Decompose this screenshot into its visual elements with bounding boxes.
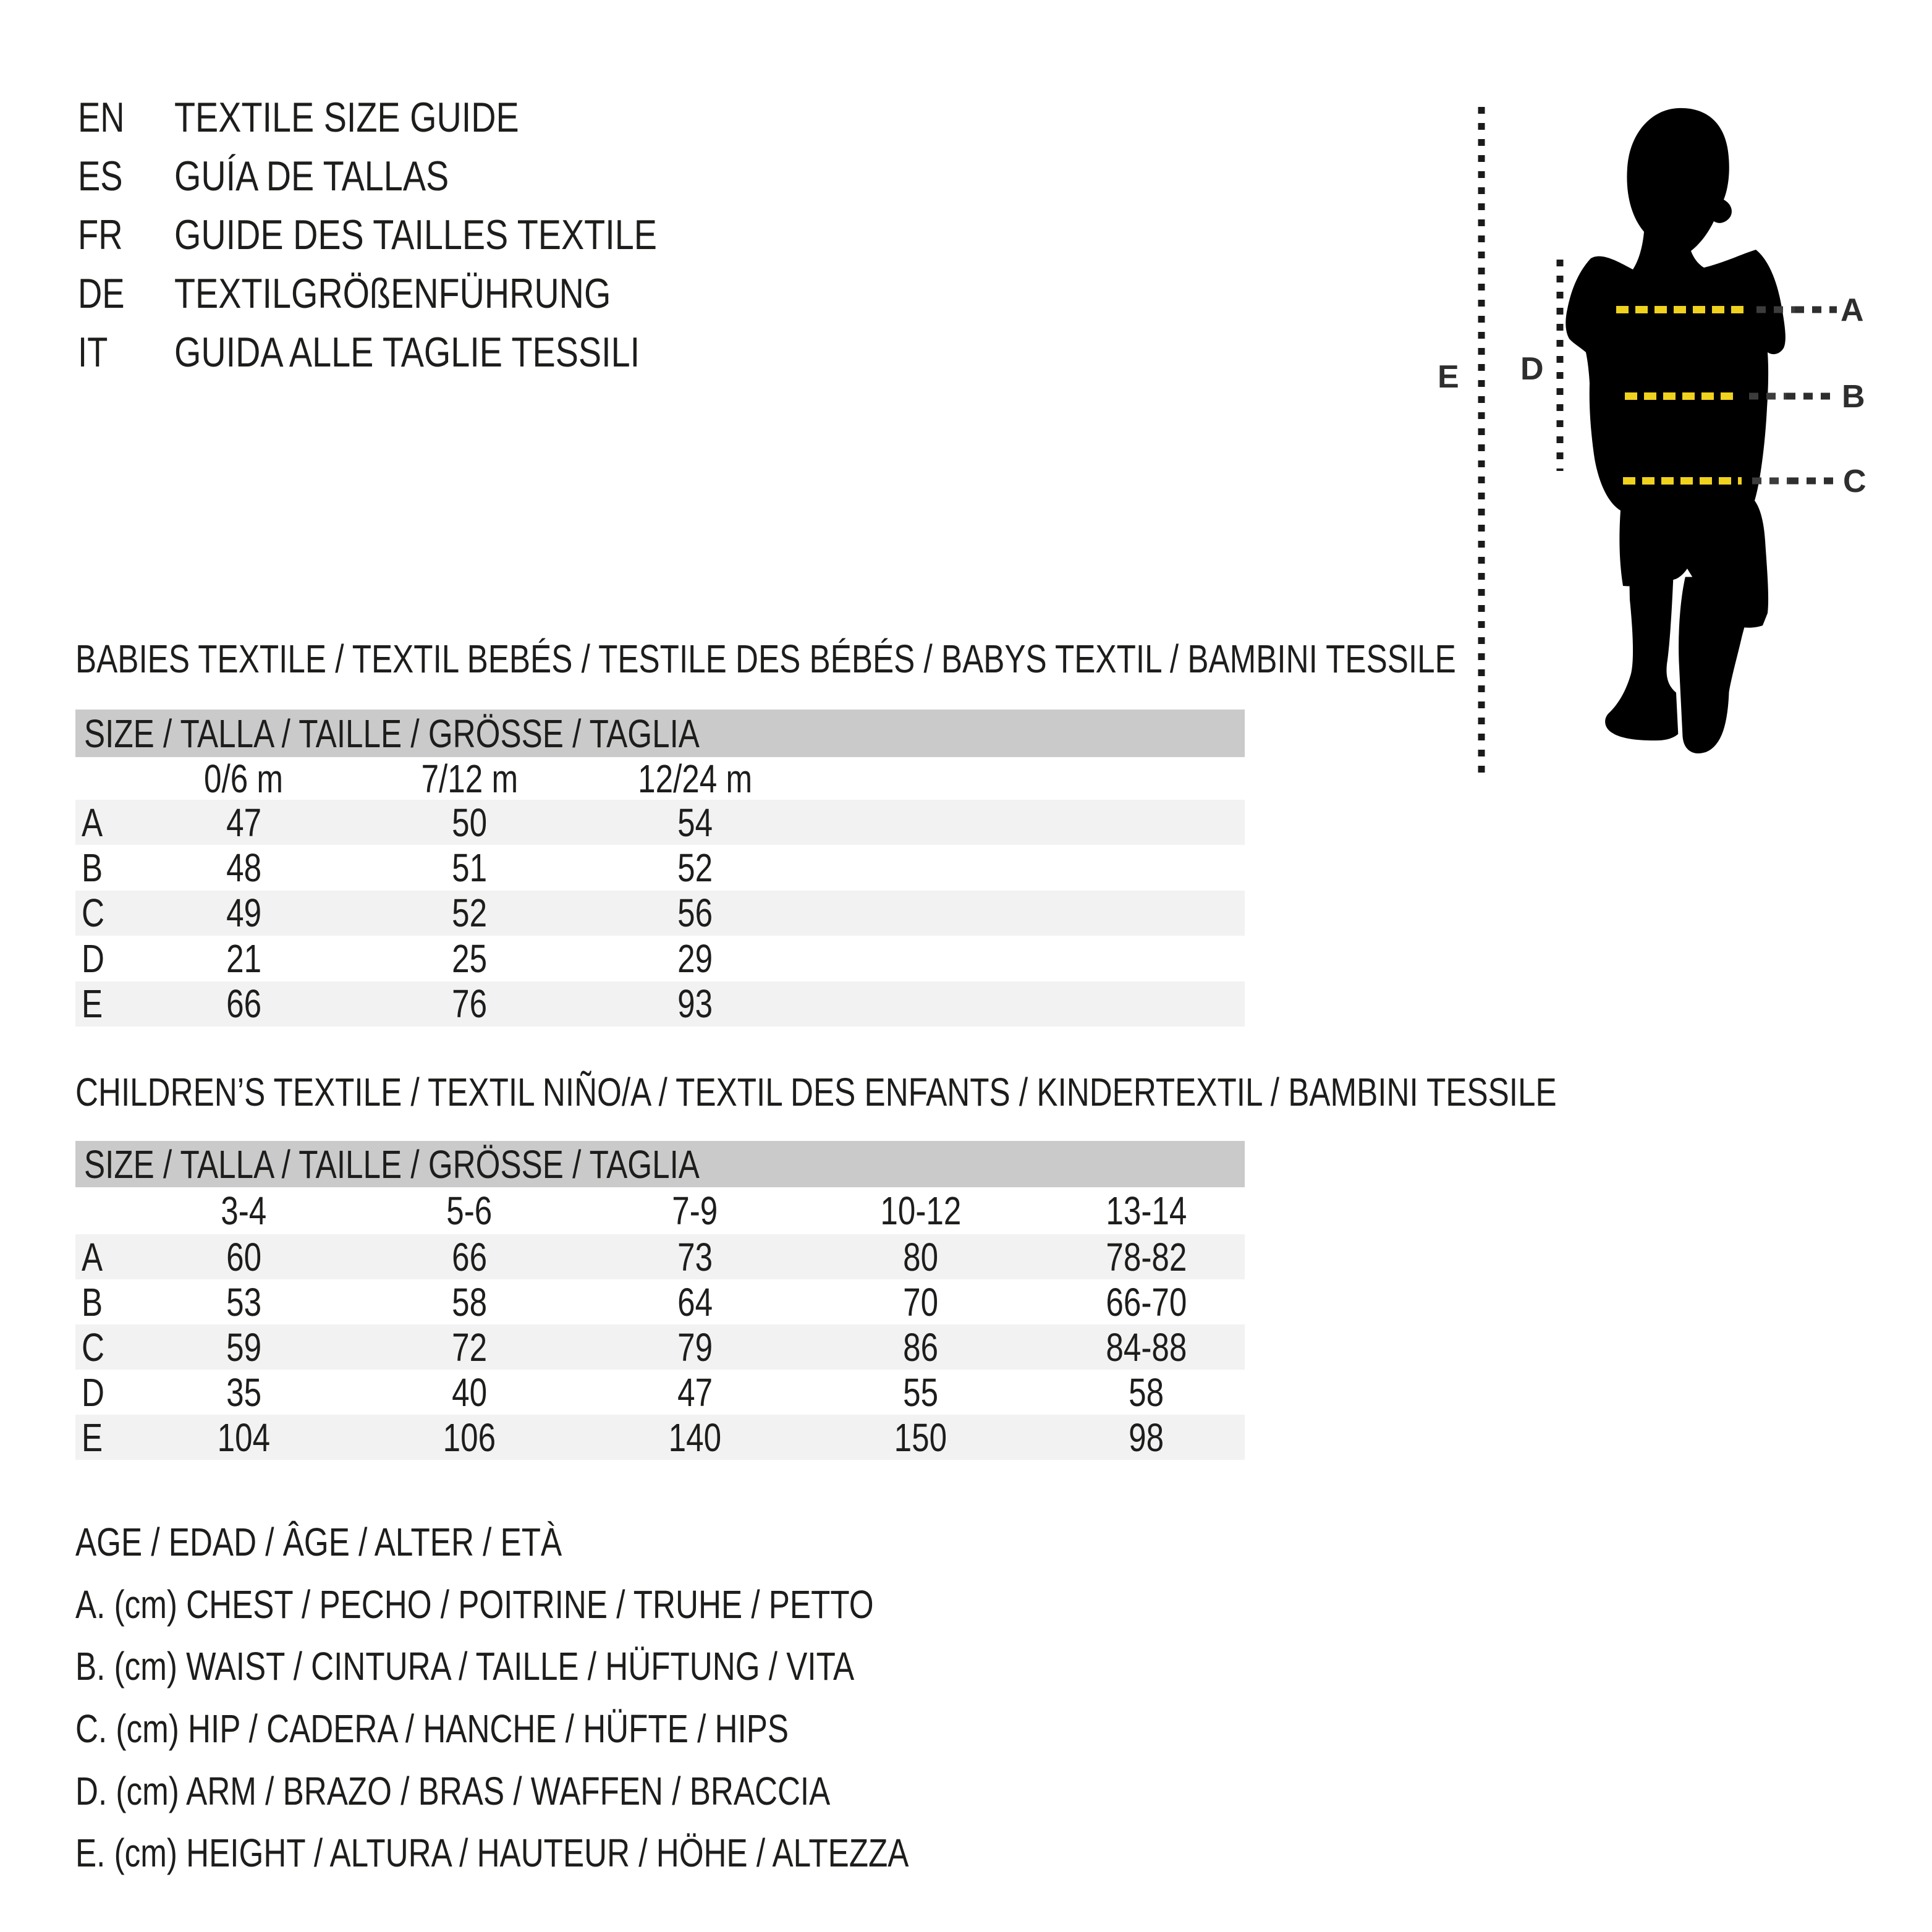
column-header: 3-4 — [221, 1188, 267, 1233]
table-cell: 76 — [452, 981, 487, 1027]
table-cell: 84-88 — [1106, 1324, 1187, 1370]
table-cell: 73 — [677, 1234, 713, 1279]
column-header: 0/6 m — [204, 756, 284, 801]
table-cell: 78-82 — [1106, 1234, 1187, 1279]
row-label: E — [82, 981, 103, 1027]
column-header: 5-6 — [446, 1188, 493, 1233]
legend-text: B. (cm) WAIST / CINTURA / TAILLE / HÜFTUNG / VITA — [75, 1644, 855, 1689]
legend-text: C. (cm) HIP / CADERA / HANCHE / HÜFTE / HIPS — [75, 1706, 789, 1752]
column-header: 13-14 — [1106, 1188, 1187, 1233]
lang-title: GUIDE DES TAILLES TEXTILE — [174, 211, 657, 258]
table-row-a — [75, 800, 1245, 845]
table-cell: 54 — [677, 800, 713, 845]
table-cell: 98 — [1129, 1415, 1164, 1460]
table-cell: 53 — [226, 1279, 261, 1324]
table-cell: 49 — [226, 891, 261, 936]
table-row-e — [75, 981, 1245, 1027]
column-header: 12/24 m — [638, 756, 752, 801]
table-cell: 104 — [217, 1415, 271, 1460]
table-cell: 35 — [226, 1370, 261, 1415]
lang-title: GUÍA DE TALLAS — [174, 152, 449, 200]
size-header-label: SIZE / TALLA / TAILLE / GRÖSSE / TAGLIA — [84, 711, 700, 756]
row-label: E — [82, 1415, 103, 1460]
table-row-d — [75, 1370, 1245, 1415]
table-cell: 56 — [677, 891, 713, 936]
lang-title: TEXTILGRÖßENFÜHRUNG — [174, 269, 611, 317]
legend-line-chest — [75, 1574, 1117, 1636]
lang-row-fr — [78, 205, 763, 264]
table-cell: 52 — [677, 845, 713, 891]
measurement-figure — [1415, 74, 1932, 810]
table-cell: 66 — [452, 1234, 487, 1279]
babies-size-table — [75, 710, 1245, 1027]
table-cell: 66 — [226, 981, 261, 1027]
column-header: 7-9 — [672, 1188, 718, 1233]
table-cell: 29 — [677, 936, 713, 981]
table-cell: 72 — [452, 1324, 487, 1370]
measurement-legend — [75, 1511, 1117, 1884]
table-row-b — [75, 845, 1245, 890]
legend-line-height — [75, 1822, 1117, 1884]
babies-section-title-text: BABIES TEXTILE / TEXTIL BEBÉS / TESTILE DES BÉBÉS / BABYS TEXTIL / BAMBINI TESSILE — [75, 637, 1456, 681]
table-cell: 93 — [677, 981, 713, 1027]
legend-line-arm — [75, 1760, 1117, 1822]
legend-text: AGE / EDAD / ÂGE / ALTER / ETÀ — [75, 1520, 562, 1565]
lang-code: ES — [78, 152, 123, 200]
figure-label-a: A — [1841, 292, 1864, 328]
table-row-d — [75, 936, 1245, 981]
size-header-label: SIZE / TALLA / TAILLE / GRÖSSE / TAGLIA — [84, 1142, 700, 1187]
legend-line-hip — [75, 1698, 1117, 1760]
babies-column-header-row — [75, 757, 1245, 800]
row-label: A — [82, 1234, 103, 1279]
table-cell: 55 — [903, 1370, 938, 1415]
legend-line-age — [75, 1511, 1117, 1574]
table-cell: 47 — [677, 1370, 713, 1415]
table-cell: 59 — [226, 1324, 261, 1370]
table-row-b — [75, 1279, 1245, 1324]
table-cell: 40 — [452, 1370, 487, 1415]
table-cell: 79 — [677, 1324, 713, 1370]
legend-text: E. (cm) HEIGHT / ALTURA / HAUTEUR / HÖHE / ALTEZZA — [75, 1831, 909, 1876]
legend-text: D. (cm) ARM / BRAZO / BRAS / WAFFEN / BRACCIA — [75, 1768, 831, 1813]
row-label: B — [82, 1279, 103, 1324]
table-cell: 21 — [226, 936, 261, 981]
lang-title: TEXTILE SIZE GUIDE — [174, 93, 519, 141]
table-cell: 52 — [452, 891, 487, 936]
row-label: A — [82, 800, 103, 845]
table-cell: 80 — [903, 1234, 938, 1279]
lang-title: GUIDA ALLE TAGLIE TESSILI — [174, 328, 640, 376]
table-row-c — [75, 891, 1245, 936]
lang-row-de — [78, 264, 763, 323]
table-row-c — [75, 1324, 1245, 1370]
lang-row-it — [78, 323, 763, 381]
children-section-title — [75, 1070, 1927, 1114]
lang-code: IT — [78, 328, 108, 376]
lang-row-en — [78, 88, 763, 146]
table-cell: 86 — [903, 1324, 938, 1370]
row-label: C — [82, 891, 104, 936]
language-title-block — [78, 88, 763, 381]
table-cell: 50 — [452, 800, 487, 845]
figure-label-c: C — [1843, 464, 1866, 499]
legend-text: A. (cm) CHEST / PECHO / POITRINE / TRUHE / PETTO — [75, 1582, 874, 1627]
row-label: D — [82, 1370, 104, 1415]
table-cell: 58 — [1129, 1370, 1164, 1415]
lang-code: DE — [78, 269, 125, 317]
table-cell: 60 — [226, 1234, 261, 1279]
lang-row-es — [78, 146, 763, 205]
row-label: C — [82, 1324, 104, 1370]
table-cell: 25 — [452, 936, 487, 981]
children-column-header-row — [75, 1187, 1245, 1234]
lang-code: FR — [78, 211, 123, 258]
figure-label-e: E — [1438, 359, 1459, 395]
babies-size-header-band — [75, 710, 1245, 757]
table-row-e — [75, 1415, 1245, 1460]
row-label: D — [82, 936, 104, 981]
children-size-header-band — [75, 1141, 1245, 1187]
children-section-title-text: CHILDREN’S TEXTILE / TEXTIL NIÑO/A / TEXTIL DES ENFANTS / KINDERTEXTIL / BAMBINI TESSILE — [75, 1070, 1557, 1114]
lang-code: EN — [78, 93, 125, 141]
babies-section-title — [75, 637, 1801, 680]
legend-line-waist — [75, 1635, 1117, 1698]
table-cell: 48 — [226, 845, 261, 891]
column-header: 10-12 — [880, 1188, 961, 1233]
table-cell: 106 — [443, 1415, 496, 1460]
table-cell: 51 — [452, 845, 487, 891]
children-size-table — [75, 1141, 1245, 1460]
table-cell: 58 — [452, 1279, 487, 1324]
figure-label-d: D — [1520, 351, 1544, 387]
child-silhouette — [1566, 108, 1786, 628]
figure-label-b: B — [1842, 379, 1865, 415]
table-cell: 66-70 — [1106, 1279, 1187, 1324]
table-cell: 64 — [677, 1279, 713, 1324]
table-row-a — [75, 1234, 1245, 1279]
table-cell: 70 — [903, 1279, 938, 1324]
table-cell: 47 — [226, 800, 261, 845]
table-cell: 150 — [894, 1415, 947, 1460]
row-label: B — [82, 845, 103, 891]
table-cell: 140 — [668, 1415, 722, 1460]
column-header: 7/12 m — [421, 756, 518, 801]
